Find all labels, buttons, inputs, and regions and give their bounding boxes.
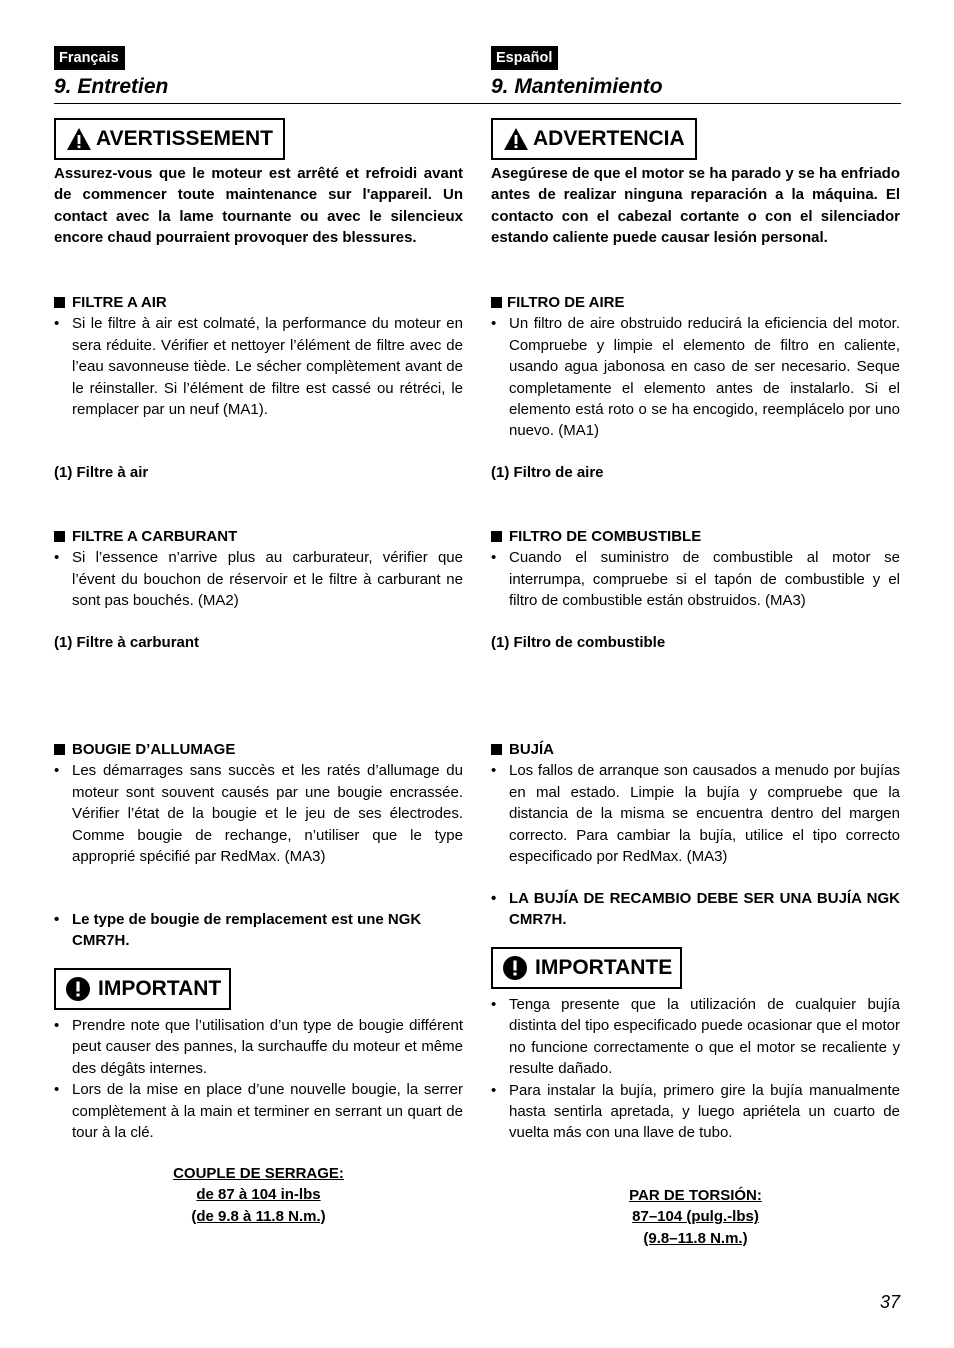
bullet-icon: • xyxy=(54,762,60,780)
air-filter-heading: FILTRE A AIR xyxy=(72,294,167,311)
fuel-filter-caption: (1) Filtro de combustible xyxy=(491,634,666,651)
spark-plug-type-note: • Le type de bougie de remplacement est une NGK CMR7H. xyxy=(54,909,463,952)
important-label: IMPORTANTE xyxy=(535,956,673,979)
fuel-filter-section xyxy=(54,526,463,612)
fuel-filter-heading: FILTRO DE COMBUSTIBLE xyxy=(509,528,702,545)
bullet-icon: • xyxy=(491,315,497,333)
language-tag: Español xyxy=(491,46,558,70)
square-bullet-icon xyxy=(54,531,65,542)
bullet-icon: • xyxy=(54,315,60,333)
bullet-icon: • xyxy=(491,890,497,907)
important-box xyxy=(54,968,231,1010)
language-tag: Français xyxy=(54,46,125,70)
torque-line: (9.8–11.8 N.m.) xyxy=(643,1229,748,1247)
torque-line: 87–104 (pulg.-lbs) xyxy=(632,1208,759,1226)
warning-triangle-icon xyxy=(66,127,92,151)
square-bullet-icon xyxy=(491,297,502,308)
exclamation-circle-icon xyxy=(503,956,527,980)
torque-line: (de 9.8 à 11.8 N.m.) xyxy=(191,1207,326,1225)
air-filter-caption: (1) Filtre à air xyxy=(54,464,149,481)
warning-box xyxy=(491,118,697,160)
spark-plug-section xyxy=(491,739,900,867)
important-list xyxy=(491,994,900,1144)
torque-line: COUPLE DE SERRAGE: xyxy=(173,1165,344,1182)
air-filter-text: Si le filtre à air est colmaté, la performance du moteur en sera réduite. Vérifier et nettoyer l’élément de filtre avec de l’eau savonneuse tiède. Le sécher complètement avant de le réinstaller. Si l’élément de filtre est cassé ou rétréci, le remplacer par un neuf (MA1). xyxy=(72,315,463,419)
spark-plug-text: Les démarrages sans succès et les ratés d’allumage du moteur sont souvent causés par une bougie encrassée. Vérifier l’état de la bougie et le jeu de ses électrodes. Comme bougie de rechange, n’utiliser que le type approprié spécifié par RedMax. (MA3) xyxy=(72,762,463,866)
bullet-icon: • xyxy=(491,1081,497,1099)
important-item: Para instalar la bujía, primero gire la bujía manualmente hasta sentirla apretada, y luego apriétela un cuarto de vuelta más con una llave de tubo. xyxy=(509,1081,900,1142)
spark-plug-text: Los fallos de arranque son causados a menudo por bujías en mal estado. Limpie la bujía y compruebe que la distancia de la misma se encuentra dentro del margen correcto. Para cambiar la bujía, utilice el tipo correcto especificado por RedMax. (MA3) xyxy=(509,762,900,866)
exclamation-circle-icon xyxy=(66,977,90,1001)
bullet-icon: • xyxy=(54,549,60,567)
square-bullet-icon xyxy=(54,744,65,755)
air-filter-heading: FILTRO DE AIRE xyxy=(507,294,625,311)
torque-line: de 87 à 104 in-lbs xyxy=(196,1186,321,1204)
warning-label: ADVERTENCIA xyxy=(533,127,685,150)
warning-label: AVERTISSEMENT xyxy=(96,127,273,150)
important-item: Tenga presente que la utilización de cualquier bujía distinta del tipo especificado puede ocasionar que el motor no funcione correctamente o que el motor se recaliente y resulte dañado. xyxy=(509,996,900,1078)
important-box-wrap xyxy=(54,968,463,1010)
torque-line: PAR DE TORSIÓN: xyxy=(629,1187,762,1204)
fuel-filter-text: Cuando el suministro de combustible al motor se interrumpa, compruebe si el tapón de combustible y el filtro de combustible están obstruidos. (MA3) xyxy=(509,549,900,610)
fuel-filter-caption: (1) Filtre à carburant xyxy=(54,634,200,651)
spark-plug-section xyxy=(54,739,463,867)
air-filter-section xyxy=(54,292,463,420)
air-filter-caption: (1) Filtro de aire xyxy=(491,464,604,481)
bullet-icon: • xyxy=(491,996,497,1013)
warning-text: Assurez-vous que le moteur est arrêté et refroidi avant de commencer toute maintenance sur l'appareil. Un contact avec la lame tournante ou avec le silencieux encore chaud pourraient provoquer des blessures. xyxy=(54,165,463,247)
bullet-icon: • xyxy=(54,1017,60,1034)
important-label: IMPORTANT xyxy=(98,977,222,1000)
torque-spec xyxy=(54,1163,463,1227)
important-box-wrap xyxy=(491,947,900,989)
bullet-icon: • xyxy=(54,911,60,928)
spark-plug-heading: BUJÍA xyxy=(509,741,555,758)
french-column xyxy=(54,46,463,1225)
warning-triangle-icon xyxy=(503,127,529,151)
air-filter-text: Un filtro de aire obstruido reducirá la eficiencia del motor. Compruebe y limpie el elemento de filtro en caliente, usando agua jabonosa en caso de ser necesario. Seque completamente el elemento antes de instalarlo. Si el elemento está roto o se ha encogido, reemplácelo por uno nuevo. (MA1) xyxy=(509,315,900,440)
spark-plug-heading: BOUGIE D’ALLUMAGE xyxy=(72,741,236,758)
spark-plug-type-note: • LA BUJÍA DE RECAMBIO DEBE SER UNA BUJÍA NGK CMR7H. xyxy=(491,888,900,931)
important-item: Prendre note que l’utilisation d’un type de bougie différent peut causer des pannes, la surchauffe du moteur et même des dégâts internes. xyxy=(72,1017,463,1077)
warning-text: Asegúrese de que el motor se ha parado y se ha enfriado antes de realizar ninguna reparación a la máquina. El contacto con el cabezal cortante o con el silenciador estando caliente puede causar lesión personal. xyxy=(491,165,900,247)
torque-spec xyxy=(491,1185,900,1249)
important-box xyxy=(491,947,682,989)
spanish-column xyxy=(491,46,900,1247)
important-item: Lors de la mise en place d’une nouvelle bougie, la serrer complètement à la main et terminer en serrant un quart de tour à la clé. xyxy=(72,1081,463,1142)
bullet-icon: • xyxy=(54,1081,60,1099)
fuel-filter-heading: FILTRE A CARBURANT xyxy=(72,528,238,545)
square-bullet-icon xyxy=(491,744,502,755)
page-number: 37 xyxy=(880,1292,901,1312)
air-filter-section xyxy=(491,292,900,442)
section-title: 9. Mantenimiento xyxy=(491,75,663,98)
fuel-filter-section xyxy=(491,526,900,612)
square-bullet-icon xyxy=(491,531,502,542)
bullet-icon: • xyxy=(491,549,497,567)
important-list xyxy=(54,1015,463,1143)
bullet-icon: • xyxy=(491,762,497,780)
section-title: 9. Entretien xyxy=(54,75,169,98)
square-bullet-icon xyxy=(54,297,65,308)
warning-box xyxy=(54,118,285,160)
fuel-filter-text: Si l’essence n’arrive plus au carburateur, vérifier que l’évent du bouchon de réservoir et le filtre à carburant ne sont pas bouchés. (MA2) xyxy=(72,549,463,610)
